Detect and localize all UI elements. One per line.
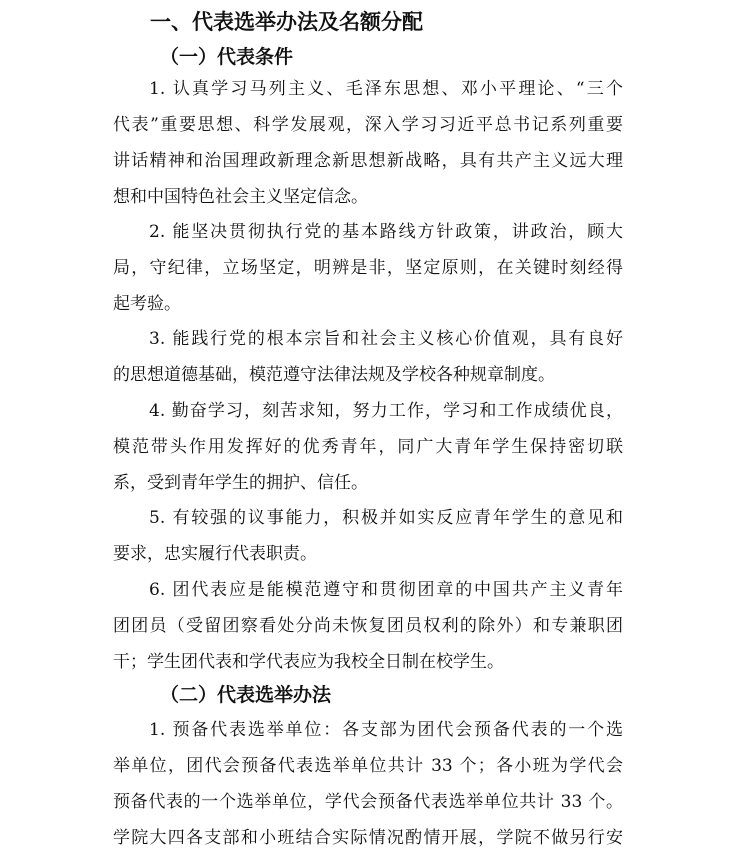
subsection-heading-conditions: （一）代表条件 [160,46,294,68]
paragraph-condition-5 [113,500,623,572]
paragraph-line: 举单位，团代会预备代表选举单位共计 33 个；各小班为学代会 [113,756,623,776]
paragraph-line: 3. 能践行党的根本宗旨和社会主义核心价值观，具有良好 [149,329,623,349]
paragraph-line: 5. 有较强的议事能力，积极并如实反应青年学生的意见和 [149,508,623,528]
paragraph-line: 系，受到青年学生的拥护、信任。 [113,473,368,493]
section-heading: 一、代表选举办法及名额分配 [150,10,423,34]
paragraph-line: 6. 团代表应是能模范遵守和贯彻团章的中国共产主义青年 [149,580,623,600]
paragraph-condition-1 [113,71,623,215]
paragraph-line: 2. 能坚决贯彻执行党的基本路线方针政策，讲政治，顾大 [149,222,623,242]
paragraph-line: 代表”重要思想、科学发展观，深入学习习近平总书记系列重要 [113,115,623,135]
paragraph-line: 要求，忠实履行代表职责。 [113,544,317,564]
paragraph-line: 想和中国特色社会主义坚定信念。 [113,187,368,207]
paragraph-condition-2 [113,214,623,322]
paragraph-line: 4. 勤奋学习，刻苦求知，努力工作，学习和工作成绩优良， [149,401,623,421]
subsection-heading-election-method: （二）代表选举办法 [160,684,332,706]
paragraph-line: 团团员（受留团察看处分尚未恢复团员权利的除外）和专兼职团 [113,616,623,636]
paragraph-line: 1. 预备代表选举单位：各支部为团代会预备代表的一个选 [149,720,623,740]
paragraph-line: 讲话精神和治国理政新理念新思想新战略，具有共产主义远大理 [113,151,623,171]
paragraph-line: 预备代表的一个选举单位，学代会预备代表选举单位共计 33 个。 [113,792,623,812]
paragraph-line: 的思想道德基础，模范遵守法律法规及学校各种规章制度。 [113,365,555,385]
paragraph-line: 学院大四各支部和小班结合实际情况酌情开展，学院不做另行安 [113,828,623,848]
paragraph-condition-4 [113,393,623,501]
paragraph-line: 模范带头作用发挥好的优秀青年，同广大青年学生保持密切联 [113,437,623,457]
paragraph-election-1 [113,712,623,856]
paragraph-line: 局，守纪律，立场坚定，明辨是非，坚定原则，在关键时刻经得 [113,258,623,278]
paragraph-line: 起考验。 [113,294,181,314]
paragraph-condition-6 [113,572,623,680]
paragraph-line: 1. 认真学习马列主义、毛泽东思想、邓小平理论、“三个 [149,79,623,99]
paragraph-condition-3 [113,321,623,393]
paragraph-line: 干；学生团代表和学代表应为我校全日制在校学生。 [113,652,504,672]
